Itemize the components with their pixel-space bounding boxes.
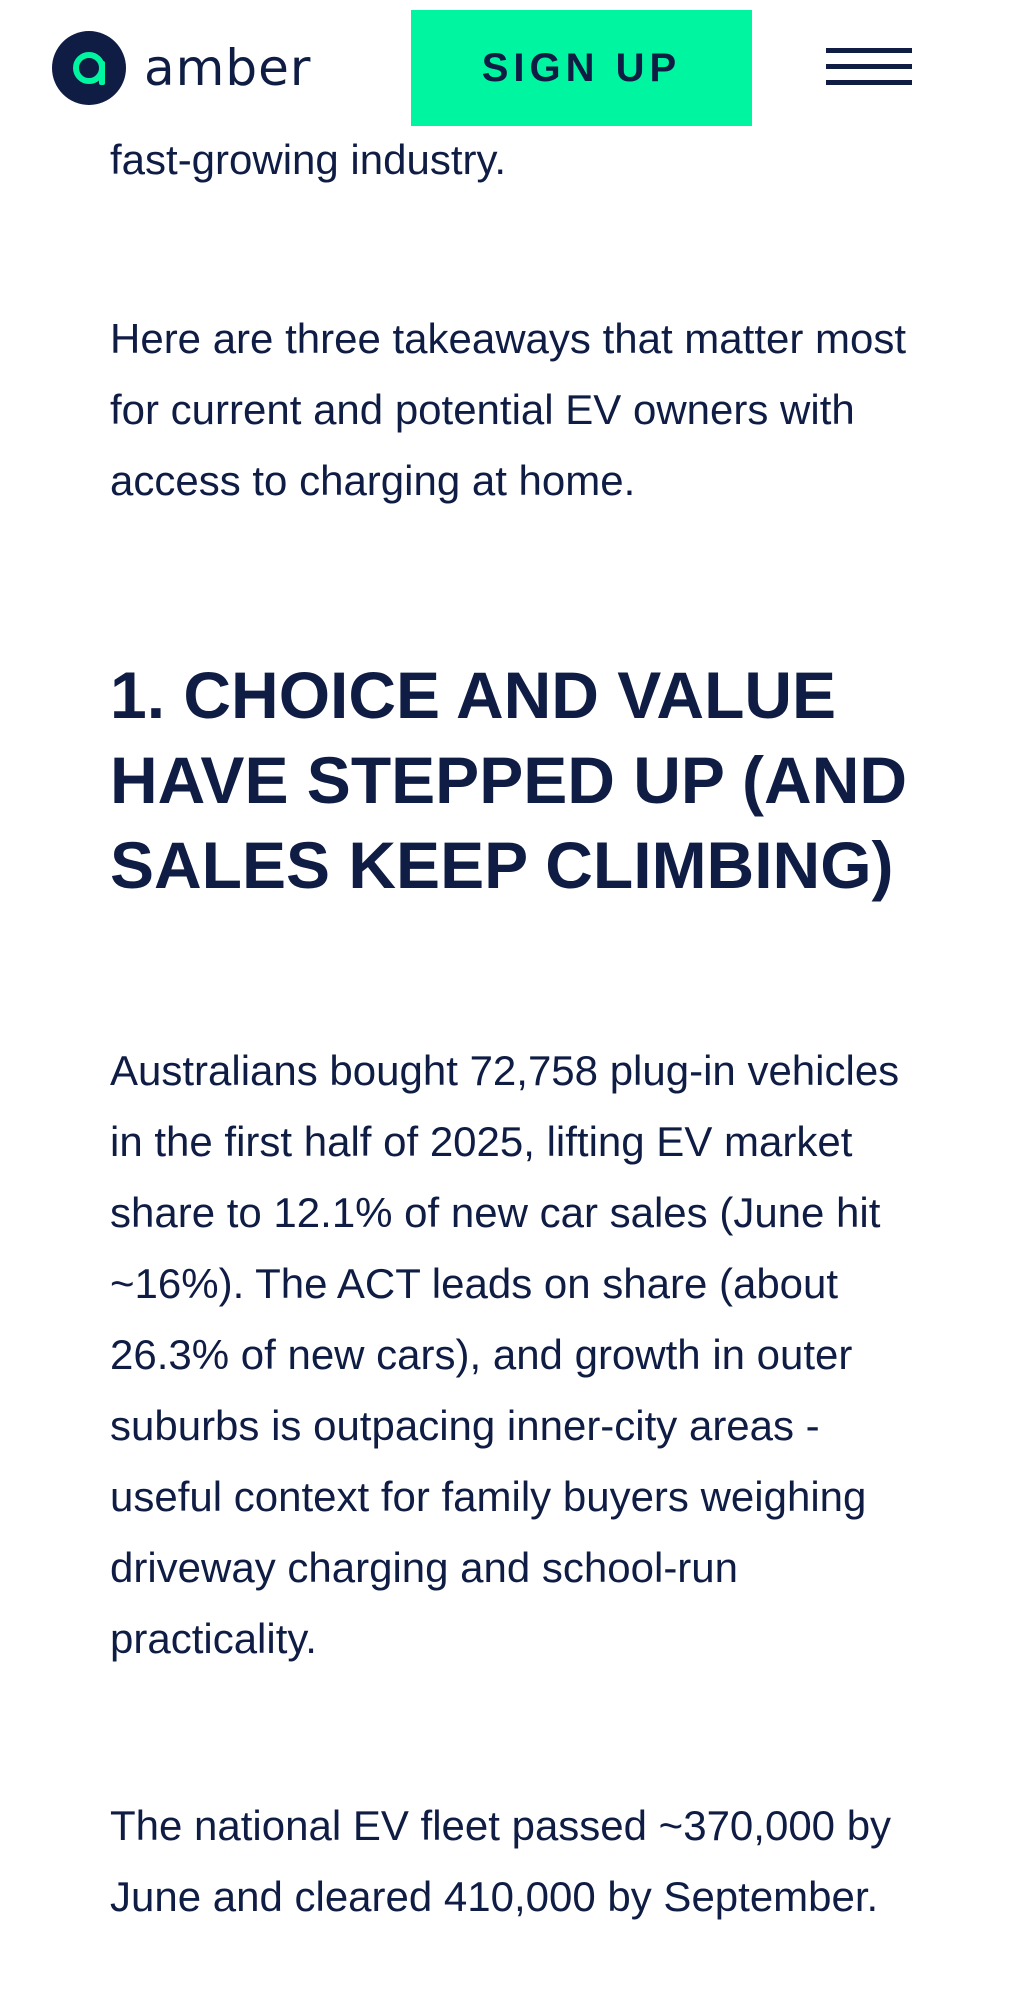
menu-line (826, 64, 912, 69)
hamburger-menu-icon[interactable] (826, 46, 912, 88)
logo-link[interactable] (52, 30, 311, 106)
sign-up-button[interactable]: SIGN UP (411, 10, 752, 126)
partial-paragraph: fast-growing industry. (110, 136, 507, 183)
amber-logo-icon (52, 31, 126, 105)
fleet-paragraph: The national EV fleet passed ~370,000 by June and cleared 410,000 by September. (110, 1802, 892, 1920)
section-heading-1: 1. CHOICE AND VALUE HAVE STEPPED UP (AND SALES KEEP CLIMBING) (110, 658, 908, 902)
intro-paragraph: Here are three takeaways that matter most for current and potential EV owners with access to charging at home. (110, 315, 907, 504)
logo-text: amber (144, 39, 312, 97)
menu-line (826, 48, 912, 53)
site-header (0, 0, 1016, 135)
sales-paragraph: Australians bought 72,758 plug-in vehicles in the first half of 2025, lifting EV market share to 12.1% of new car sales (June hit ~16%). The ACT leads on share (about 26.3% of new cars), and growth in outer suburbs is outpacing inner-city areas - useful context for family buyers weighing driveway charging and school-run practicality. (110, 1047, 900, 1662)
menu-line (826, 80, 912, 85)
